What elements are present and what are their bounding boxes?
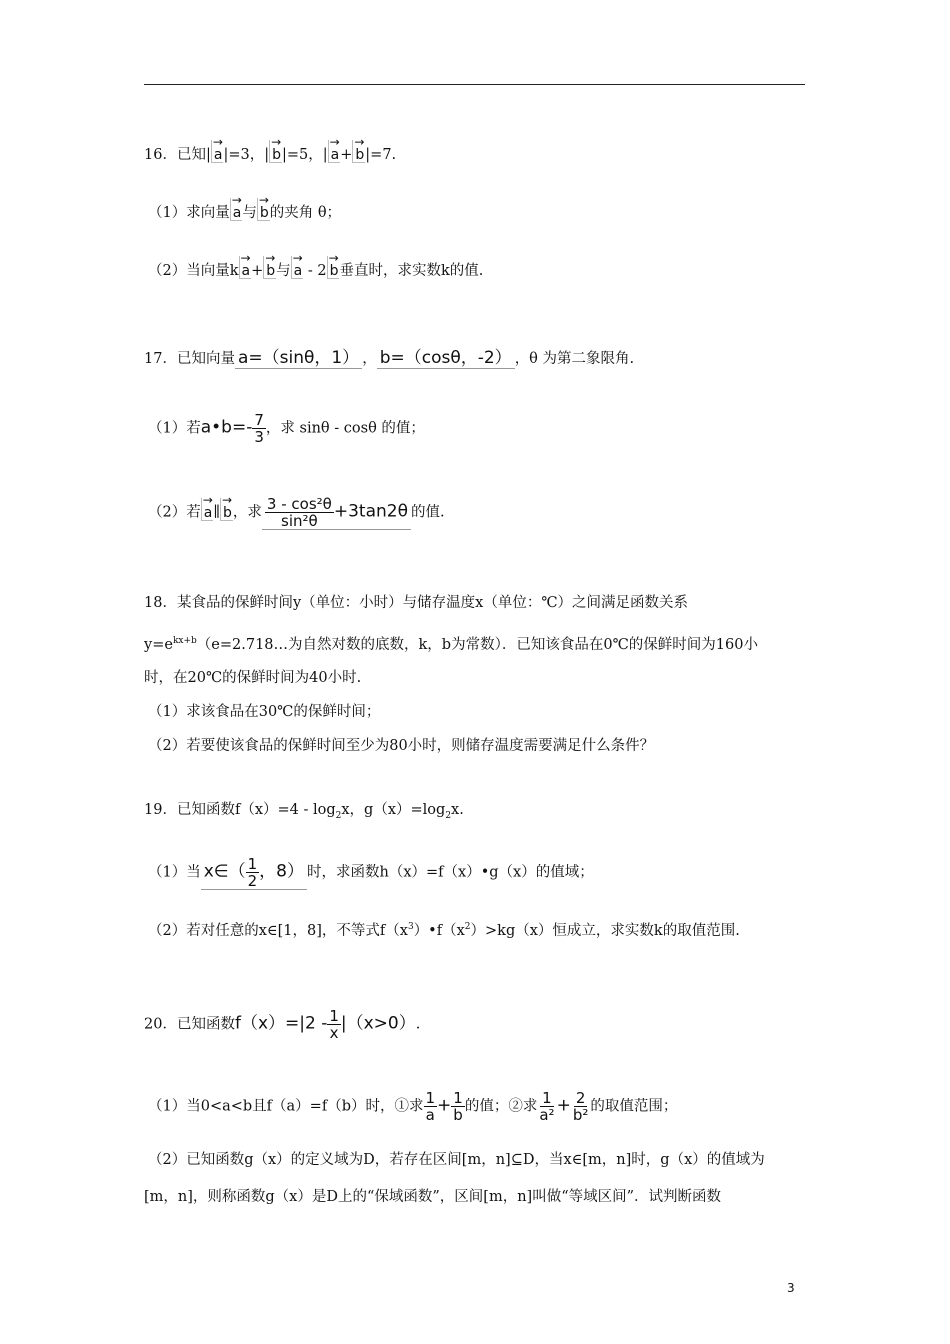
q18-line2: $y=e^{kx+b}(e=2.718\dots$为自然对数的底数，k，b为常数）．已知该食品在0℃的保鲜时间为160小	[144, 636, 758, 653]
q20-part1: （1）当0<a<b且f（a）=f（b）时，①求 $\frac{1}{a}$ + $\frac{1}{b}$ 的值；②求 $\frac{1}{\text{a²}}$ + $\frac{2}{\text{b²}}$ 的取值范围；	[148, 1089, 678, 1124]
q19-part1: （1）当 x∈（ $\frac{1}{2}$ ，8） 时，求函数h（x）=f（x）•g（x）的值域；	[148, 855, 594, 890]
fraction: $\frac{7}{3}$	[254, 411, 264, 446]
vector-b: → b	[257, 198, 270, 221]
trig-expression: $\frac{\text{3 - cos²θ}}{\text{sin²θ}}$ +3tan2θ	[262, 496, 411, 530]
q17-stem: 17．已知向量 a=（sinθ，1） ， b=（cosθ，-2） ，θ 为第二象限角.	[144, 348, 635, 368]
q20-part2-line2: [m，n]，则称函数g（x）是D上的“保域函数”，区间[m，n]叫做“等域区间”．试判断函数	[144, 1189, 722, 1205]
page-number: 3	[787, 1281, 795, 1295]
vector-b: → b	[269, 140, 282, 163]
q18-part1: （1）求该食品在30℃的保鲜时间；	[148, 704, 381, 720]
vector-b: → b	[263, 256, 276, 279]
vector-a: → a	[230, 198, 243, 221]
function-definition: f（x）=|2 -	[234, 1013, 328, 1034]
q16-stem: 16．已知|→ a|=3，|→ b|=5，|→ a+→ b|=7.	[144, 140, 396, 165]
q18-part2: （2）若要使该食品的保鲜时间至少为80小时，则储存温度需要满足什么条件？	[148, 738, 655, 754]
q20-part2-line1: （2）已知函数g（x）的定义域为D，若存在区间[m，n]⊆D，当x∈[m，n]时，g（x）的值域为	[148, 1152, 765, 1168]
vector-a: → a	[328, 140, 341, 163]
vector-a: → a	[239, 256, 252, 279]
vector-a: → a	[211, 140, 224, 163]
q16-part1: （1）求向量→ a与→ b的夹角 θ；	[148, 198, 341, 223]
dot-product-expression: a•b=-	[200, 417, 253, 438]
q20-stem: 20．已知函数f（x）=|2 - $\frac{1}{x}$ |（x>0）.	[144, 1007, 421, 1042]
vector-b-definition: b=（cosθ，-2）	[377, 348, 515, 369]
vector-b: → b	[327, 256, 340, 279]
q19-stem: 19．已知函数$f(x)=4 - \log_2x$，$g(x)=\log_2x$.	[144, 802, 464, 821]
vector-a-definition: a=（sinθ，1）	[235, 348, 362, 369]
q18-line3: 时，在20℃的保鲜时间为40小时.	[144, 670, 362, 686]
vector-b: → b	[352, 140, 365, 163]
vector-b: → b	[220, 498, 233, 521]
interval-expression: x∈（ $\frac{1}{2}$ ，8）	[201, 856, 307, 890]
q17-part2: （2）若→ a∥→ b，求 $\frac{\text{3 - cos²θ}}{\text{sin²θ}}$ +3tan2θ 的值.	[148, 496, 445, 530]
vector-a: → a	[201, 498, 214, 521]
q16-part2: （2）当向量k→ a+→ b与→ a - 2→ b垂直时，求实数k的值.	[148, 256, 483, 281]
vector-a: → a	[291, 256, 304, 279]
q18-line1: 18．某食品的保鲜时间y（单位：小时）与储存温度x（单位：℃）之间满足函数关系	[144, 595, 689, 611]
header-rule	[144, 84, 805, 85]
q17-part1: （1）若a•b=- $\frac{7}{3}$ ，求 sinθ - cosθ 的值；	[148, 411, 425, 446]
q19-part2: （2）若对任意的x∈[1，8]，不等式$f(x^3)•f(x^2)>kg(x)$恒成立，求实数k的取值范围.	[148, 922, 740, 939]
